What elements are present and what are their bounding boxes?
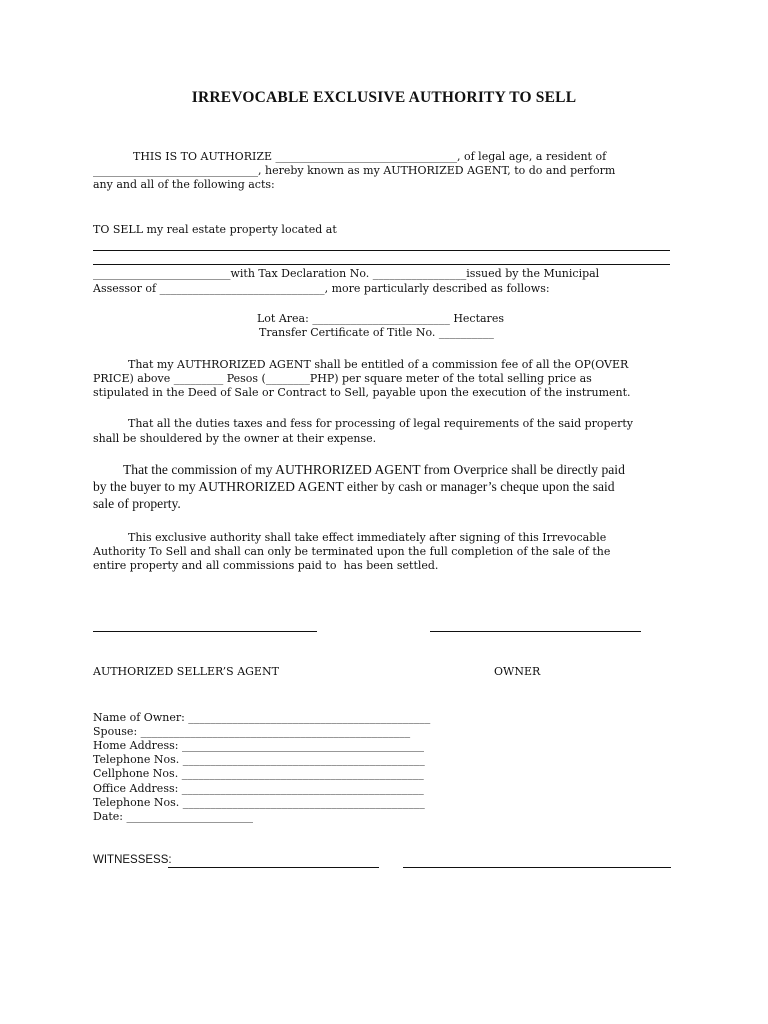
cellphone-field: Cellphone Nos. ____________________________________________ (93, 767, 424, 780)
office-telephone-field: Telephone Nos. ____________________________________________ (93, 796, 425, 809)
agent-signature-line (93, 631, 317, 632)
witnesses-label: WITNESSESS: (93, 854, 172, 866)
assessor-line: Assessor of ______________________________, more particularly described as follows: (93, 282, 550, 295)
effectivity-line-1: This exclusive authority shall take effect immediately after signing of this Irrevocable (128, 531, 607, 544)
property-location-label: TO SELL my real estate property located at (93, 223, 337, 236)
home-address-field: Home Address: ____________________________________________ (93, 739, 424, 752)
telephone-field: Telephone Nos. ____________________________________________ (93, 753, 425, 766)
owner-name-field: Name of Owner: ____________________________________________ (93, 711, 431, 724)
document-title: IRREVOCABLE EXCLUSIVE AUTHORITY TO SELL (191, 89, 577, 106)
spouse-field: Spouse: _________________________________________________ (93, 725, 411, 738)
lot-area-line: Lot Area: _________________________ Hectares (257, 312, 504, 325)
property-location-blank-1 (93, 250, 670, 251)
owner-signature-label: OWNER (494, 665, 541, 678)
authorize-line-1: THIS IS TO AUTHORIZE _________________________________, of legal age, a resident of (133, 150, 607, 163)
commission-line-3: stipulated in the Deed of Sale or Contract to Sell, payable upon the execution of the instrument. (93, 386, 631, 399)
tax-declaration-line: _________________________with Tax Declaration No. _________________issued by the Municipal (93, 267, 600, 280)
overprice-line-2: by the buyer to my AUTHRORIZED AGENT either by cash or manager’s cheque upon the said (93, 479, 615, 494)
tct-line: Transfer Certificate of Title No. __________ (259, 326, 494, 339)
overprice-line-3: sale of property. (93, 496, 181, 511)
property-location-blank-2 (93, 264, 670, 265)
authorize-line-3: any and all of the following acts: (93, 178, 275, 191)
date-field: Date: _______________________ (93, 810, 254, 823)
office-address-field: Office Address: ____________________________________________ (93, 782, 424, 795)
duties-line-2: shall be shouldered by the owner at their expense. (93, 432, 377, 445)
commission-line-1: That my AUTHRORIZED AGENT shall be entitled of a commission fee of all the OP(OVER (128, 358, 629, 371)
witness-1-line (168, 867, 379, 868)
effectivity-line-3: entire property and all commissions paid to has been settled. (93, 559, 439, 572)
overprice-line-1: That the commission of my AUTHRORIZED AGENT from Overprice shall be directly paid (123, 462, 625, 477)
authorize-line-2: ______________________________, hereby known as my AUTHORIZED AGENT, to do and perform (93, 164, 616, 177)
duties-line-1: That all the duties taxes and fess for processing of legal requirements of the said property (128, 417, 633, 430)
witness-2-line (403, 867, 671, 868)
effectivity-line-2: Authority To Sell and shall can only be terminated upon the full completion of the sale of the (93, 545, 611, 558)
owner-signature-line (430, 631, 641, 632)
agent-signature-label: AUTHORIZED SELLER’S AGENT (93, 665, 279, 678)
commission-line-2: PRICE) above _________ Pesos (________PHP) per square meter of the total selling price as (93, 372, 592, 385)
